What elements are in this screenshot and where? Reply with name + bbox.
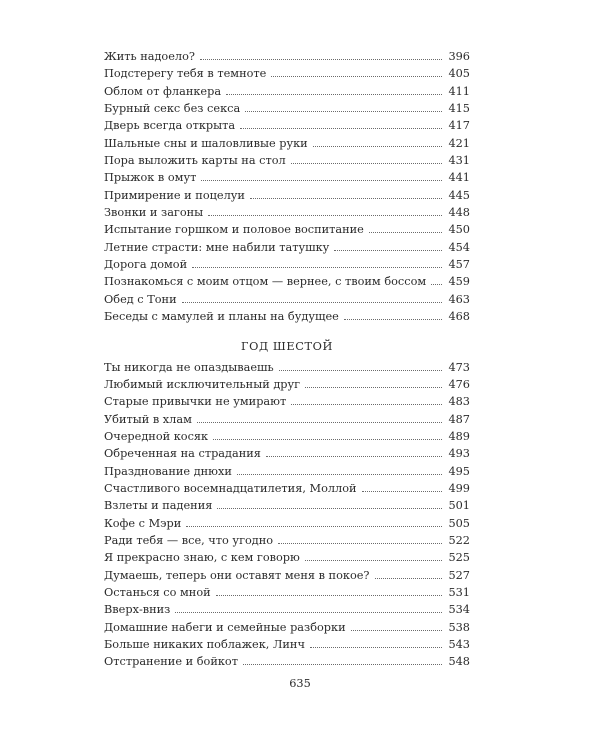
section-heading: ГОД ШЕСТОЙ <box>241 339 333 353</box>
dot-leader <box>213 439 442 440</box>
toc-entry-page-number: 487 <box>448 412 470 426</box>
toc-entry[interactable] <box>104 152 470 169</box>
toc-entry-page-number: 522 <box>448 533 470 547</box>
toc-entry-title: Убитый в хлам <box>104 412 192 426</box>
toc-entry[interactable] <box>104 169 470 186</box>
toc-entry[interactable] <box>104 256 470 273</box>
toc-entry-page-number: 405 <box>448 67 470 81</box>
dot-leader <box>334 250 442 251</box>
toc-entry-page-number: 548 <box>448 655 470 669</box>
toc-entry-page-number: 505 <box>448 516 470 530</box>
dot-leader <box>375 578 443 579</box>
toc-entry[interactable] <box>104 204 470 221</box>
toc-entry-title: Облом от фланкера <box>104 84 222 98</box>
toc-entry-title: Летние страсти: мне набили татушку <box>104 240 330 254</box>
toc-entry[interactable] <box>104 135 470 152</box>
toc-entry[interactable] <box>104 239 470 256</box>
toc-entry-page-number: 459 <box>448 275 470 289</box>
toc-entry[interactable] <box>104 497 470 514</box>
toc-entry-page-number: 501 <box>448 499 470 513</box>
dot-leader <box>186 526 442 527</box>
toc-entry-page-number: 493 <box>448 447 470 461</box>
dot-leader <box>182 302 443 303</box>
dot-leader <box>369 232 443 233</box>
toc-entry-title: Отстранение и бойкот <box>104 655 238 669</box>
dot-leader <box>197 422 443 423</box>
dot-leader <box>271 76 442 77</box>
toc-entry-title: Жить надоело? <box>104 50 195 63</box>
toc-entry-title: Примирение и поцелуи <box>104 188 245 202</box>
toc-entry-title: Шальные сны и шаловливые руки <box>104 136 308 150</box>
dot-leader <box>313 146 443 147</box>
toc-entry-page-number: 457 <box>448 258 470 272</box>
toc-entry-page-number: 415 <box>448 102 470 116</box>
toc-entry-page-number: 531 <box>448 585 470 599</box>
table-of-contents <box>104 48 470 671</box>
toc-entry-title: Больше никаких поблажек, Линч <box>104 638 305 651</box>
toc-entry-page-number: 417 <box>448 119 470 133</box>
toc-entry-title: Пора выложить карты на стол <box>104 154 286 168</box>
toc-entry-title: Дорога домой <box>104 258 188 272</box>
dot-leader <box>291 163 443 164</box>
toc-entry[interactable] <box>104 463 470 480</box>
toc-entry-page-number: 527 <box>448 568 470 582</box>
toc-entry[interactable] <box>104 221 470 238</box>
toc-entry-title: Бурный секс без секса <box>104 102 241 116</box>
dot-leader <box>217 508 442 509</box>
toc-entry-page-number: 534 <box>448 603 470 617</box>
toc-entry-title: Обреченная на страдания <box>104 447 261 461</box>
dot-leader <box>344 319 443 320</box>
dot-leader <box>305 560 443 561</box>
toc-entry-title: Вверх-вниз <box>104 603 171 617</box>
dot-leader <box>291 404 442 405</box>
toc-entry[interactable] <box>104 273 470 290</box>
toc-entry-title: Обед с Тони <box>104 292 177 306</box>
toc-entry[interactable] <box>104 428 470 445</box>
toc-entry-page-number: 463 <box>448 292 470 306</box>
toc-entry[interactable] <box>104 584 470 601</box>
dot-leader <box>201 180 442 181</box>
toc-entry-title: Испытание горшком и половое воспитание <box>104 223 364 237</box>
toc-entry-page-number: 538 <box>448 620 470 634</box>
toc-entry-page-number: 499 <box>448 481 470 495</box>
dot-leader <box>208 215 442 216</box>
toc-entry-page-number: 543 <box>448 638 470 651</box>
toc-entry-title: Подстерегу тебя в темноте <box>104 67 267 81</box>
toc-section-list <box>104 48 470 326</box>
toc-entry[interactable] <box>104 308 470 325</box>
toc-entry-title: Кофе с Мэри <box>104 516 182 530</box>
toc-entry-title: Празднование днюхи <box>104 464 232 478</box>
page-number: 635 <box>289 677 311 690</box>
toc-entry-page-number: 411 <box>448 84 470 98</box>
dot-leader <box>278 543 442 544</box>
dot-leader <box>362 491 443 492</box>
toc-entry-page-number: 525 <box>448 551 470 565</box>
dot-leader <box>279 370 443 371</box>
toc-entry-title: Очередной косяк <box>104 429 209 443</box>
toc-entry-page-number: 495 <box>448 464 470 478</box>
toc-entry-title: Домашние набеги и семейные разборки <box>104 620 346 634</box>
dot-leader <box>216 595 443 596</box>
toc-entry[interactable] <box>104 601 470 618</box>
dot-leader <box>200 59 442 60</box>
toc-entry-page-number: 476 <box>448 377 470 391</box>
toc-entry-page-number: 431 <box>448 154 470 168</box>
toc-entry-page-number: 483 <box>448 395 470 409</box>
dot-leader <box>351 630 443 631</box>
toc-entry-page-number: 396 <box>448 50 470 63</box>
toc-entry-title: Останься со мной <box>104 585 211 599</box>
toc-entry[interactable] <box>104 100 470 117</box>
toc-entry-page-number: 468 <box>448 310 470 324</box>
toc-entry[interactable] <box>104 619 470 636</box>
dot-leader <box>310 647 443 648</box>
toc-entry[interactable] <box>104 83 470 100</box>
toc-entry[interactable] <box>104 376 470 393</box>
dot-leader <box>243 664 442 665</box>
toc-entry[interactable] <box>104 65 470 82</box>
dot-leader <box>266 456 443 457</box>
toc-entry-page-number: 489 <box>448 429 470 443</box>
dot-leader <box>240 128 442 129</box>
toc-entry[interactable] <box>104 515 470 532</box>
toc-entry[interactable] <box>104 393 470 410</box>
toc-entry[interactable] <box>104 532 470 549</box>
toc-entry[interactable] <box>104 636 470 653</box>
toc-entry[interactable] <box>104 653 470 670</box>
toc-entry[interactable] <box>104 291 470 308</box>
toc-entry[interactable] <box>104 187 470 204</box>
toc-entry-page-number: 450 <box>448 223 470 237</box>
toc-entry-title: Дверь всегда открыта <box>104 119 236 133</box>
toc-entry-title: Беседы с мамулей и планы на будущее <box>104 310 339 324</box>
toc-entry-title: Ты никогда не опаздываешь <box>104 360 274 374</box>
toc-entry-title: Звонки и загоны <box>104 206 204 220</box>
dot-leader <box>175 612 442 613</box>
toc-section-list <box>104 359 470 671</box>
toc-entry[interactable] <box>104 359 470 376</box>
toc-entry-title: Познакомься с моим отцом — вернее, с твоим боссом <box>104 275 427 289</box>
toc-entry-page-number: 454 <box>448 240 470 254</box>
toc-entry-page-number: 445 <box>448 188 470 202</box>
toc-entry[interactable] <box>104 480 470 497</box>
toc-entry[interactable] <box>104 549 470 566</box>
toc-entry-title: Думаешь, теперь они оставят меня в покое? <box>104 568 370 582</box>
toc-entry-title: Я прекрасно знаю, с кем говорю <box>104 551 300 565</box>
toc-entry-title: Ради тебя — все, что угодно <box>104 533 274 547</box>
toc-entry[interactable] <box>104 48 470 65</box>
toc-entry[interactable] <box>104 117 470 134</box>
dot-leader <box>226 94 442 95</box>
toc-entry-title: Взлеты и падения <box>104 499 213 513</box>
toc-entry[interactable] <box>104 445 470 462</box>
toc-entry[interactable] <box>104 567 470 584</box>
dot-leader <box>192 267 442 268</box>
dot-leader <box>431 284 442 285</box>
toc-entry-page-number: 473 <box>448 360 470 374</box>
dot-leader <box>237 474 443 475</box>
toc-entry-page-number: 441 <box>448 171 470 185</box>
toc-entry-title: Счастливого восемнадцатилетия, Моллой <box>104 481 357 495</box>
dot-leader <box>305 387 442 388</box>
dot-leader <box>250 198 443 199</box>
toc-entry-title: Старые привычки не умирают <box>104 395 287 409</box>
toc-entry-title: Любимый исключительный друг <box>104 377 301 391</box>
toc-entry-page-number: 421 <box>448 136 470 150</box>
toc-entry-page-number: 448 <box>448 206 470 220</box>
toc-entry-title: Прыжок в омут <box>104 171 197 185</box>
toc-entry[interactable] <box>104 411 470 428</box>
dot-leader <box>245 111 442 112</box>
